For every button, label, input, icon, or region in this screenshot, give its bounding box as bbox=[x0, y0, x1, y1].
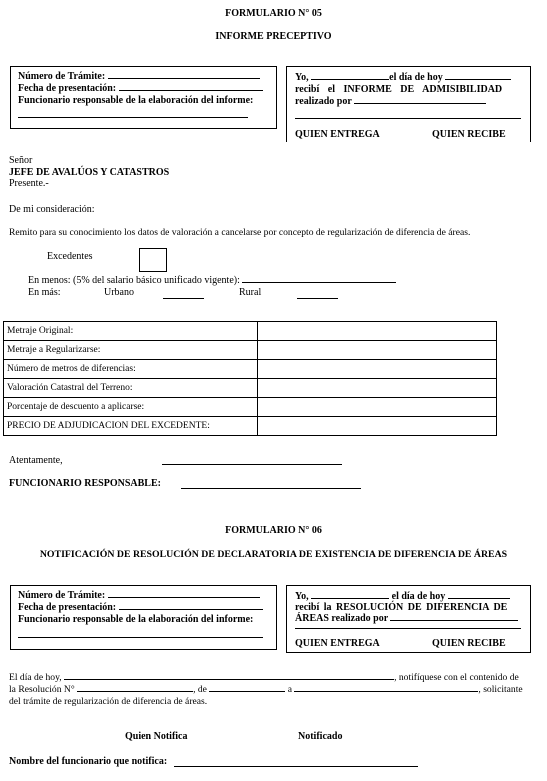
fecha-field[interactable] bbox=[119, 90, 263, 91]
form06-subtitle: NOTIFICACIÓN DE RESOLUCIÓN DE DECLARATORIA DE EXISTENCIA DE DIFERENCIA DE ÁREAS bbox=[39, 549, 508, 560]
table-row-value[interactable] bbox=[258, 398, 497, 417]
table-row-value[interactable] bbox=[258, 417, 497, 436]
a-label: a bbox=[287, 684, 292, 695]
tramite-label: Número de Trámite: bbox=[18, 590, 106, 601]
senor-label: Señor bbox=[9, 155, 33, 166]
tramite-label: Número de Trámite: bbox=[18, 71, 106, 82]
form06-title: FORMULARIO N° 06 bbox=[225, 525, 322, 536]
consideracion-label: De mi consideración: bbox=[9, 204, 95, 215]
dia-label: el día de hoy bbox=[389, 72, 443, 83]
table-row-label: PRECIO DE ADJUDICACION DEL EXCEDENTE: bbox=[4, 417, 258, 436]
recibi-label: recibí el INFORME DE ADMISIBILIDAD bbox=[295, 84, 503, 95]
funcionario-label: Funcionario responsable de la elaboración del informe: bbox=[18, 614, 254, 625]
realizado-field[interactable] bbox=[354, 103, 486, 104]
dia-field[interactable] bbox=[445, 79, 511, 80]
fecha-label: Fecha de presentación: bbox=[18, 602, 117, 613]
notifiquese-label: , notifíquese con el contenido de bbox=[394, 672, 519, 683]
table-row-value[interactable] bbox=[258, 360, 497, 379]
tramite-paragraph: del trámite de regularización de diferencia de áreas. bbox=[9, 696, 208, 707]
table-row bbox=[4, 341, 497, 360]
resolucion-label: la Resolución N° bbox=[9, 684, 75, 695]
realizado-label: realizado por bbox=[295, 96, 352, 107]
table-row bbox=[4, 322, 497, 341]
form05-subtitle: INFORME PRECEPTIVO bbox=[215, 31, 332, 42]
table-row bbox=[4, 398, 497, 417]
fecha-label: Fecha de presentación: bbox=[18, 83, 117, 94]
funcionario-field[interactable] bbox=[18, 117, 248, 118]
dia-field[interactable] bbox=[448, 598, 510, 599]
funcionario-responsable-label: FUNCIONARIO RESPONSABLE: bbox=[9, 478, 161, 489]
table-row-label: Número de metros de diferencias: bbox=[4, 360, 258, 379]
quien-notifica-label: Quien Notifica bbox=[125, 731, 188, 742]
funcionario-label: Funcionario responsable de la elaboración del informe: bbox=[18, 95, 254, 106]
quien-recibe-label: QUIEN RECIBE bbox=[432, 129, 506, 140]
funcionario-field[interactable] bbox=[18, 637, 263, 638]
form06-receipt-box bbox=[286, 585, 531, 653]
notificado-label: Notificado bbox=[298, 731, 343, 742]
table-row bbox=[4, 379, 497, 398]
solicitante-field[interactable] bbox=[294, 691, 478, 692]
table-row-label: Metraje Original: bbox=[4, 322, 258, 341]
quien-recibe-label: QUIEN RECIBE bbox=[432, 638, 506, 649]
en-menos-label: En menos: (5% del salario básico unificado vigente): bbox=[28, 275, 240, 286]
yo-field[interactable] bbox=[311, 79, 389, 80]
de-label: , de bbox=[193, 684, 207, 695]
table-row-value[interactable] bbox=[258, 379, 497, 398]
en-mas-label: En más: bbox=[28, 287, 61, 298]
table-row-label: Valoración Catastral del Terreno: bbox=[4, 379, 258, 398]
excedentes-label: Excedentes bbox=[47, 251, 93, 262]
atentamente-label: Atentamente, bbox=[9, 455, 63, 466]
excedentes-checkbox[interactable] bbox=[139, 248, 167, 272]
dia-hoy-label: El día de hoy, bbox=[9, 672, 62, 683]
realizado-label: ÁREAS realizado por bbox=[295, 613, 388, 624]
form06-info-box bbox=[10, 585, 277, 650]
form05-title: FORMULARIO N° 05 bbox=[225, 8, 322, 19]
table-row-label: Metraje a Regularizarse: bbox=[4, 341, 258, 360]
atentamente-signature-line[interactable] bbox=[162, 464, 342, 465]
form05-receipt-box bbox=[286, 66, 531, 142]
fecha-field[interactable] bbox=[119, 609, 263, 610]
nombre-funcionario-label: Nombre del funcionario que notifica: bbox=[9, 756, 168, 767]
resolucion-field[interactable] bbox=[77, 691, 193, 692]
dia-label: el día de hoy bbox=[391, 591, 446, 602]
quien-entrega-label: QUIEN ENTREGA bbox=[295, 129, 380, 140]
dia-hoy-field[interactable] bbox=[64, 679, 394, 680]
yo-label: Yo, bbox=[295, 72, 309, 83]
table-row-value[interactable] bbox=[258, 322, 497, 341]
quien-entrega-label: QUIEN ENTREGA bbox=[295, 638, 380, 649]
nombre-funcionario-field[interactable] bbox=[174, 766, 418, 767]
tramite-field[interactable] bbox=[108, 78, 260, 79]
receipt-signature-line[interactable] bbox=[295, 118, 521, 119]
table-row bbox=[4, 360, 497, 379]
yo-field[interactable] bbox=[311, 598, 389, 599]
table-row-label: Porcentaje de descuento a aplicarse: bbox=[4, 398, 258, 417]
urbano-field[interactable] bbox=[163, 298, 204, 299]
solicitante-label: , solicitante bbox=[478, 684, 523, 695]
remito-paragraph: Remito para su conocimiento los datos de valoración a cancelarse por concepto de regularización de diferencia de áreas. bbox=[9, 227, 471, 238]
table-row bbox=[4, 417, 497, 436]
jefe-label: JEFE DE AVALÚOS Y CATASTROS bbox=[9, 167, 170, 178]
yo-label: Yo, bbox=[295, 591, 309, 602]
form05-info-box bbox=[10, 66, 277, 129]
rural-label: Rural bbox=[239, 287, 262, 298]
tramite-field[interactable] bbox=[108, 597, 260, 598]
en-menos-field[interactable] bbox=[242, 282, 396, 283]
resolucion-date-field[interactable] bbox=[209, 691, 285, 692]
rural-field[interactable] bbox=[297, 298, 338, 299]
funcionario-responsable-line[interactable] bbox=[181, 488, 361, 489]
recibi-label: recibí la RESOLUCIÓN DE DIFERENCIA DE bbox=[295, 602, 508, 613]
urbano-label: Urbano bbox=[104, 287, 134, 298]
realizado-field[interactable] bbox=[390, 620, 518, 621]
valoracion-table bbox=[3, 321, 497, 436]
receipt-signature-line[interactable] bbox=[295, 628, 521, 629]
presente-label: Presente.- bbox=[9, 178, 49, 189]
table-row-value[interactable] bbox=[258, 341, 497, 360]
